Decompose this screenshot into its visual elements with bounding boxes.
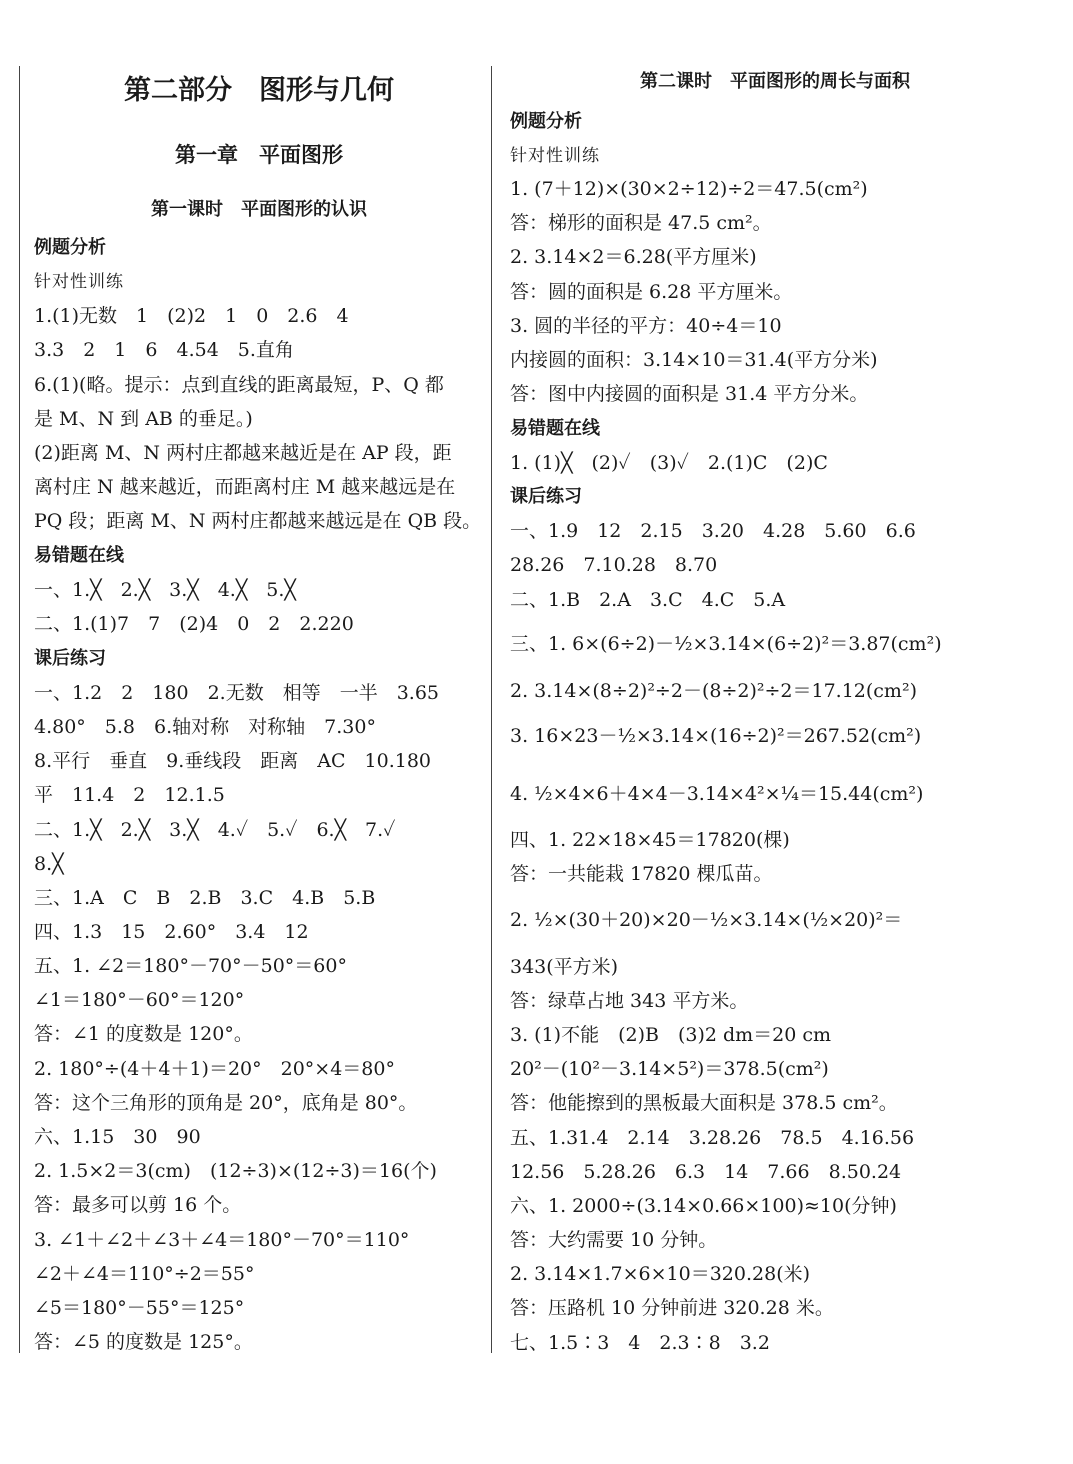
section-heading: 课后练习 bbox=[510, 486, 582, 507]
answer-line: 是 M、N 到 AB 的垂足。) bbox=[34, 408, 253, 430]
answer-line: 答：这个三角形的顶角是 20°，底角是 80°。 bbox=[34, 1092, 418, 1114]
answer-line: 五、1.31.4 2.14 3.28.26 78.5 4.16.56 bbox=[510, 1127, 915, 1149]
answer-line: 一、1.2 2 180 2.无数 相等 一半 3.65 bbox=[34, 682, 440, 704]
answer-line: 答：∠5 的度数是 125°。 bbox=[34, 1331, 253, 1353]
answer-line: 3. 圆的半径的平方：40÷4＝10 bbox=[510, 315, 782, 337]
answer-line: 二、1.╳ 2.╳ 3.╳ 4.✓ 5.✓ 6.╳ 7.✓ bbox=[34, 819, 396, 841]
answer-line: 2. 180°÷(4＋4＋1)＝20° 20°×4＝80° bbox=[34, 1058, 395, 1080]
answer-line: 七、1.5∶3 4 2.3∶8 3.2 bbox=[510, 1332, 770, 1354]
section-heading: 例题分析 bbox=[34, 237, 106, 258]
part-title: 第二部分 图形与几何 bbox=[124, 75, 394, 106]
answer-line: 答：大约需要 10 分钟。 bbox=[510, 1229, 718, 1251]
subsection-heading: 针对性训练 bbox=[510, 146, 600, 166]
answer-line: 二、1.B 2.A 3.C 4.C 5.A bbox=[510, 589, 786, 611]
answer-line: 一、1.9 12 2.15 3.20 4.28 5.60 6.6 bbox=[510, 520, 916, 542]
answer-line: 四、1.3 15 2.60° 3.4 12 bbox=[34, 921, 309, 943]
left-margin-rule bbox=[19, 66, 20, 1353]
section-heading: 课后练习 bbox=[34, 648, 106, 669]
answer-line: 28.26 7.10.28 8.70 bbox=[510, 554, 718, 576]
answer-line: 3. (1)不能 (2)B (3)2 dm＝20 cm bbox=[510, 1024, 832, 1046]
answer-line: ∠2＋∠4＝110°÷2＝55° bbox=[34, 1263, 255, 1285]
column-divider bbox=[491, 66, 492, 1353]
answer-line: 三、1. 6×(6÷2)－½×3.14×(6÷2)²＝3.87(cm²) bbox=[510, 633, 942, 655]
answer-line: 一、1.╳ 2.╳ 3.╳ 4.╳ 5.╳ bbox=[34, 579, 296, 601]
answer-line: 二、1.(1)7 7 (2)4 0 2 2.220 bbox=[34, 613, 354, 635]
answer-line: 1.(1)无数 1 (2)2 1 0 2.6 4 bbox=[34, 305, 349, 327]
section-heading: 例题分析 bbox=[510, 111, 582, 132]
answer-line: 12.56 5.28.26 6.3 14 7.66 8.50.24 bbox=[510, 1161, 902, 1183]
answer-line: 2. 3.14×(8÷2)²÷2－(8÷2)²÷2＝17.12(cm²) bbox=[510, 680, 917, 702]
answer-line: 六、1. 2000÷(3.14×0.66×100)≈10(分钟) bbox=[510, 1195, 897, 1217]
answer-line: 五、1. ∠2＝180°－70°－50°＝60° bbox=[34, 955, 347, 977]
chapter-title: 第一章 平面图形 bbox=[175, 143, 343, 167]
answer-line: 1. (1)╳ (2)✓ (3)✓ 2.(1)C (2)C bbox=[510, 452, 828, 474]
answer-line: 3. 16×23－½×3.14×(16÷2)²＝267.52(cm²) bbox=[510, 725, 922, 747]
lesson-title: 第一课时 平面图形的认识 bbox=[151, 199, 367, 220]
answer-line: 平 11.4 2 12.1.5 bbox=[34, 784, 225, 806]
answer-line: 离村庄 N 越来越近，而距离村庄 M 越来越远是在 bbox=[34, 476, 456, 498]
answer-line: (2)距离 M、N 两村庄都越来越近是在 AP 段，距 bbox=[34, 442, 452, 464]
answer-line: 答：梯形的面积是 47.5 cm²。 bbox=[510, 212, 772, 234]
answer-line: 四、1. 22×18×45＝17820(棵) bbox=[510, 829, 790, 851]
answer-line: PQ 段；距离 M、N 两村庄都越来越远是在 QB 段。 bbox=[34, 510, 482, 532]
answer-line: 8.平行 垂直 9.垂线段 距离 AC 10.180 bbox=[34, 750, 431, 772]
answer-line: 8.╳ bbox=[34, 853, 64, 875]
answer-line: 内接圆的面积：3.14×10＝31.4(平方分米) bbox=[510, 349, 878, 371]
answer-line: 答：圆的面积是 6.28 平方厘米。 bbox=[510, 281, 793, 303]
answer-line: 4.80° 5.8 6.轴对称 对称轴 7.30° bbox=[34, 716, 376, 738]
answer-line: 六、1.15 30 90 bbox=[34, 1126, 201, 1148]
answer-line: 3. ∠1＋∠2＋∠3＋∠4＝180°－70°＝110° bbox=[34, 1229, 410, 1251]
answer-line: 2. ½×(30＋20)×20－½×3.14×(½×20)²＝ bbox=[510, 909, 903, 931]
answer-line: 2. 3.14×1.7×6×10＝320.28(米) bbox=[510, 1263, 811, 1285]
answer-line: ∠1＝180°－60°＝120° bbox=[34, 989, 245, 1011]
answer-line: 6.(1)(略。提示：点到直线的距离最短，P、Q 都 bbox=[34, 374, 444, 396]
answer-line: 答：压路机 10 分钟前进 320.28 米。 bbox=[510, 1297, 834, 1319]
answer-line: 答：一共能栽 17820 棵瓜苗。 bbox=[510, 863, 773, 885]
answer-line: 答：最多可以剪 16 个。 bbox=[34, 1194, 242, 1216]
subsection-heading: 针对性训练 bbox=[34, 272, 124, 292]
answer-line: 答：∠1 的度数是 120°。 bbox=[34, 1023, 253, 1045]
answer-line: 1. (7＋12)×(30×2÷12)÷2＝47.5(cm²) bbox=[510, 178, 868, 200]
answer-line: 20²－(10²－3.14×5²)＝378.5(cm²) bbox=[510, 1058, 829, 1080]
answer-line: 答：绿草占地 343 平方米。 bbox=[510, 990, 749, 1012]
section-heading: 易错题在线 bbox=[34, 545, 124, 566]
answer-line: 2. 3.14×2＝6.28(平方厘米) bbox=[510, 246, 757, 268]
answer-line: 4. ½×4×6＋4×4－3.14×4²×¼＝15.44(cm²) bbox=[510, 783, 924, 805]
section-heading: 易错题在线 bbox=[510, 418, 600, 439]
lesson-title: 第二课时 平面图形的周长与面积 bbox=[640, 71, 910, 92]
answer-line: 2. 1.5×2＝3(cm) (12÷3)×(12÷3)＝16(个) bbox=[34, 1160, 437, 1182]
answer-line: 3.3 2 1 6 4.54 5.直角 bbox=[34, 339, 294, 361]
answer-line: 三、1.A C B 2.B 3.C 4.B 5.B bbox=[34, 887, 376, 909]
answer-line: 343(平方米) bbox=[510, 956, 619, 978]
answer-line: 答：他能擦到的黑板最大面积是 378.5 cm²。 bbox=[510, 1092, 898, 1114]
answer-line: ∠5＝180°－55°＝125° bbox=[34, 1297, 245, 1319]
answer-line: 答：图中内接圆的面积是 31.4 平方分米。 bbox=[510, 383, 869, 405]
